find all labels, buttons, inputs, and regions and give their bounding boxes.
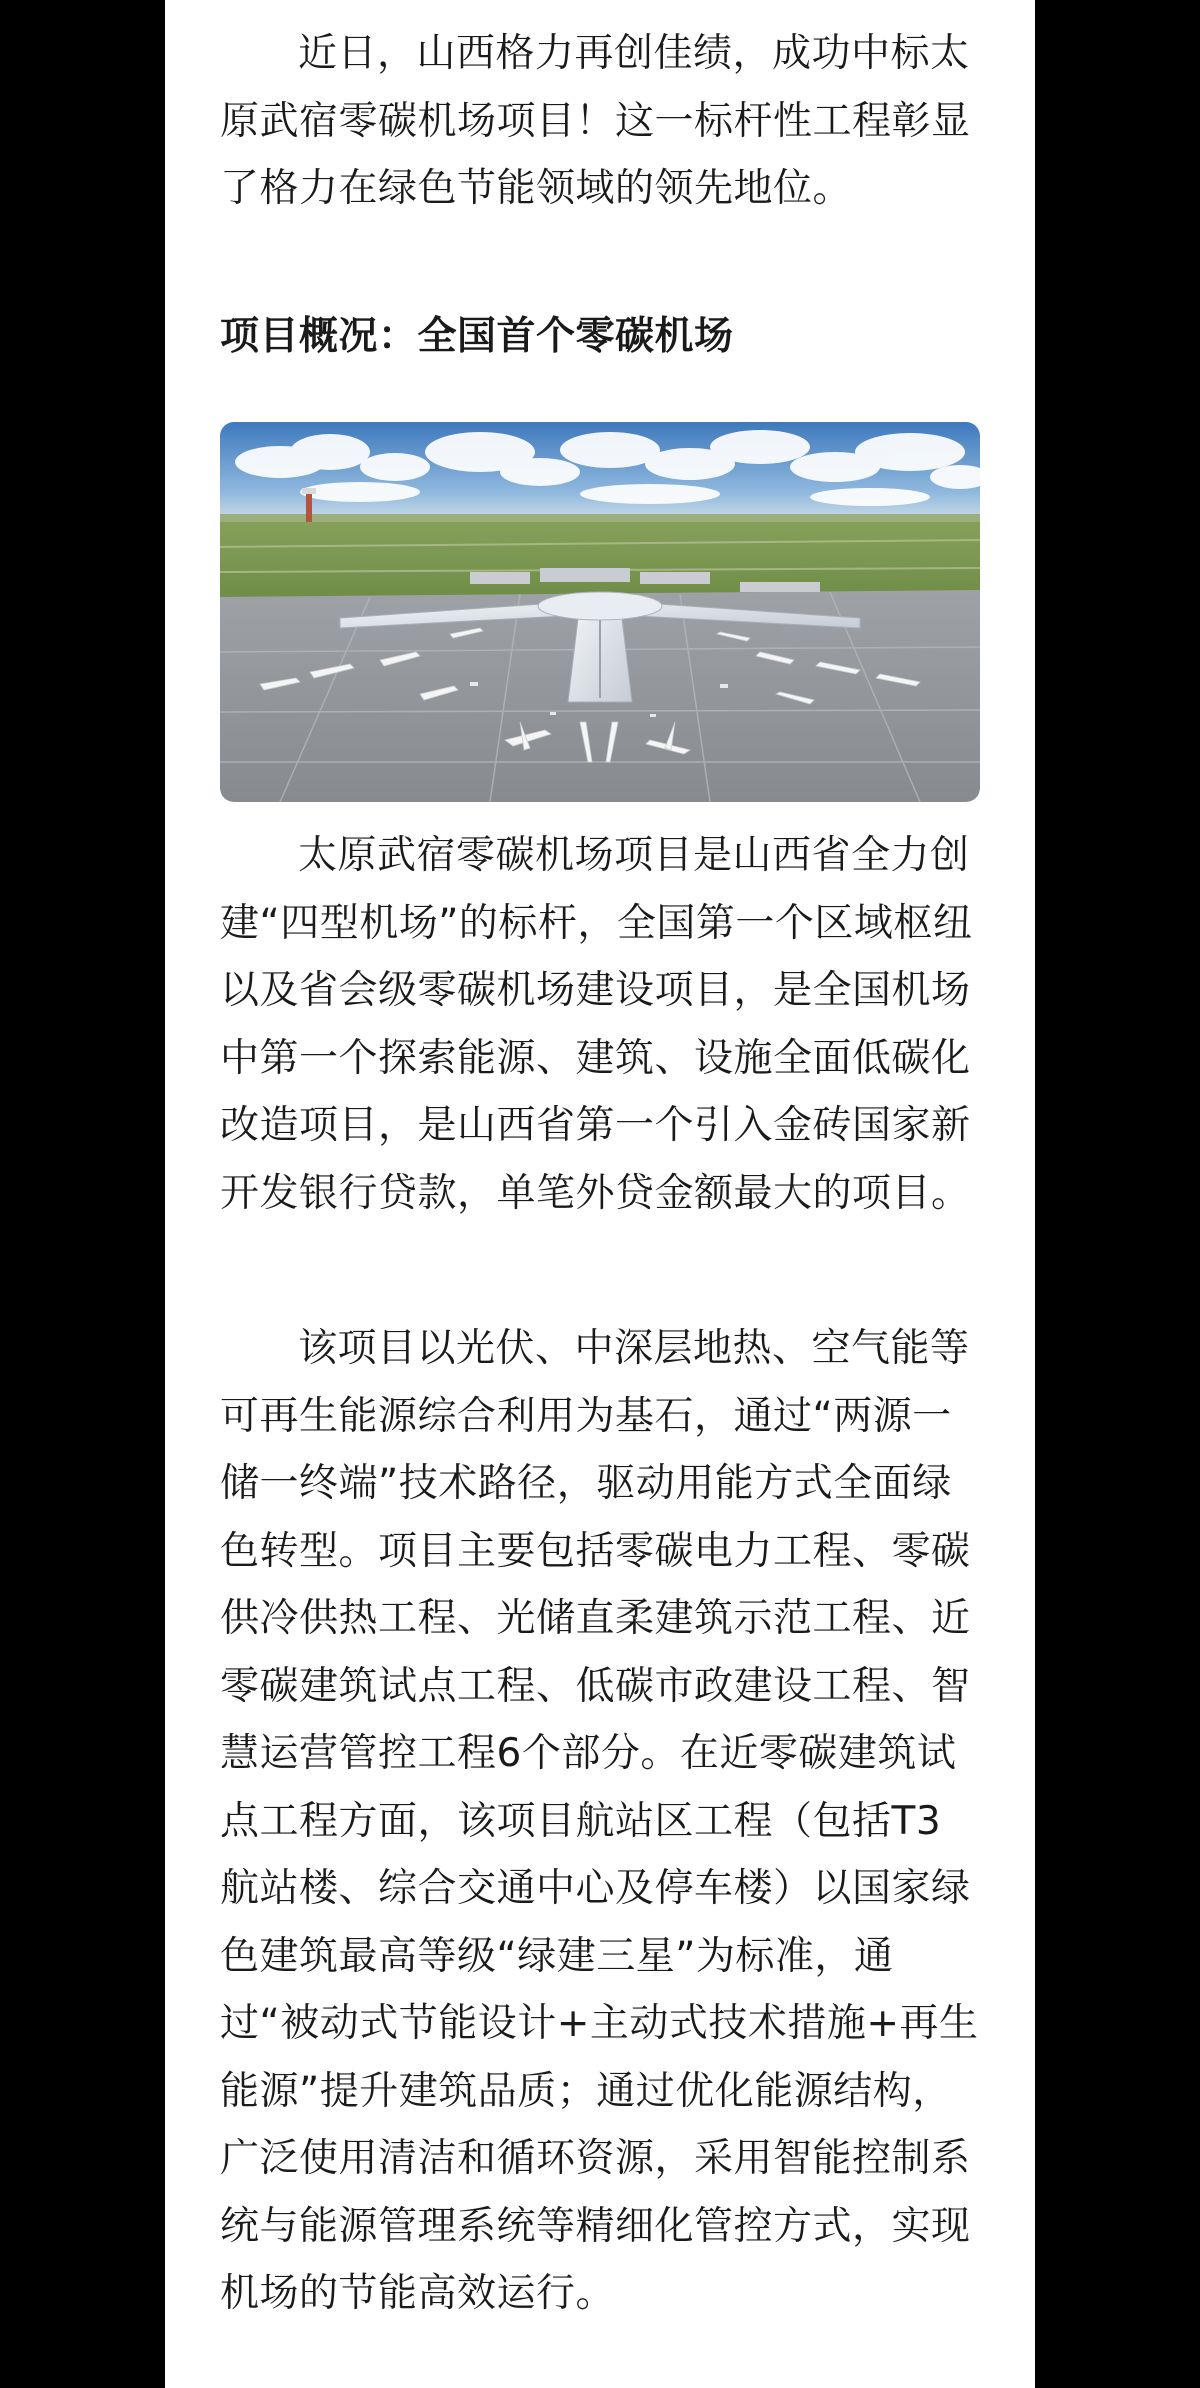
project-details-paragraph: 该项目以光伏、中深层地热、空气能等可再生能源综合利用为基石，通过“两源一储一终端”技术路径，驱动用能方式全面绿色转型。项目主要包括零碳电力工程、零碳供冷供热工程、光储直柔建筑示范工程、近零碳建筑试点工程、低碳市政建设工程、智慧运营管控工程6个部分。在近零碳建筑试点工程方面，该项目航站区工程（包括T3航站楼、综合交通中心及停车楼）以国家绿色建筑最高等级“绿建三星”为标准，通过“被动式节能设计+主动式技术措施+再生能源”提升建筑品质；通过优化能源结构，广泛使用清洁和循环资源，采用智能控制系统与能源管理系统等精细化管控方式，实现机场的节能高效运行。 <box>220 1326 979 2316</box>
article-page <box>165 0 1035 2388</box>
section-heading: 项目概况：全国首个零碳机场 <box>220 314 734 359</box>
project-overview-paragraph: 太原武宿零碳机场项目是山西省全力创建“四型机场”的标杆，全国第一个区域枢纽以及省会级零碳机场建设项目，是全国机场中第一个探索能源、建筑、设施全面低碳化改造项目，是山西省第一个引入金砖国家新开发银行贷款，单笔外贷金额最大的项目。 <box>220 833 973 1216</box>
airport-illustration <box>220 422 980 802</box>
airport-rendering-image[interactable] <box>220 422 980 802</box>
intro-paragraph: 近日，山西格力再创佳绩，成功中标太原武宿零碳机场项目！这一标杆性工程彰显了格力在绿色节能领域的领先地位。 <box>220 31 971 211</box>
